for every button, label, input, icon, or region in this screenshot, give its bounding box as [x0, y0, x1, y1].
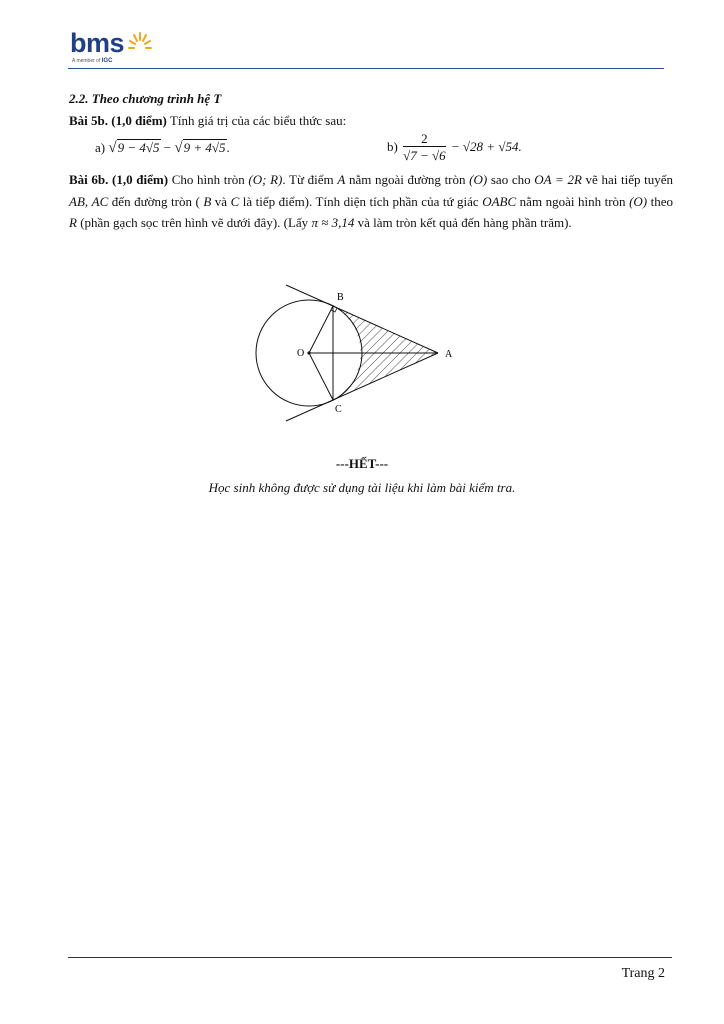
expression-b: b) $\frac{2}{√7 - √6}$ − √28 + √54.	[387, 131, 522, 163]
bai5b-prompt: Bài 5b. (1,0 điểm) Tính giá trị của các biểu thức sau:	[69, 112, 347, 128]
label-a: A	[445, 349, 453, 360]
page-number: Trang 2	[621, 966, 665, 981]
end-mark: ---HẾT---	[335, 456, 389, 471]
label-o: O	[297, 348, 305, 359]
label-c: C	[335, 404, 342, 415]
segment-oc	[309, 353, 333, 400]
label-b: B	[337, 292, 344, 303]
segment-ob	[309, 306, 333, 353]
exam-content	[69, 88, 673, 234]
section-title: 2.2. Theo chương trình hệ T	[69, 91, 222, 106]
exam-note: Học sinh không được sử dụng tài liệu khi làm bài kiểm tra.	[208, 480, 516, 495]
footer-divider	[68, 957, 672, 958]
bms-logo	[70, 28, 160, 68]
expression-a: a) √9 − 4√5 − √9 + 4√5.	[95, 140, 230, 156]
bai5b-expressions	[69, 131, 673, 167]
logo-wordmark: bms	[70, 28, 125, 58]
sun-icon	[128, 28, 154, 54]
geometry-figure	[250, 282, 470, 422]
point-o	[307, 351, 310, 354]
fraction: $\frac{2}{√7 - √6}$	[403, 131, 446, 163]
logo-tagline: A member of IGC	[72, 58, 113, 64]
header-divider	[68, 68, 664, 69]
bai6b-prompt: Bài 6b. (1,0 điểm) Cho hình tròn (O; R). Từ điểm A nằm ngoài đường tròn (O) sao cho OA = 2R vẽ hai tiếp tuyến AB, AC đến đường tròn ( B và C là tiếp điểm). Tính diện tích phần của tứ giác OABC nằm ngoài hình tròn (O) theo R (phần gạch sọc trên hình vẽ dưới đây). (Lấy π ≈ 3,14 và làm tròn kết quả đến hàng phần trăm).	[69, 172, 674, 230]
